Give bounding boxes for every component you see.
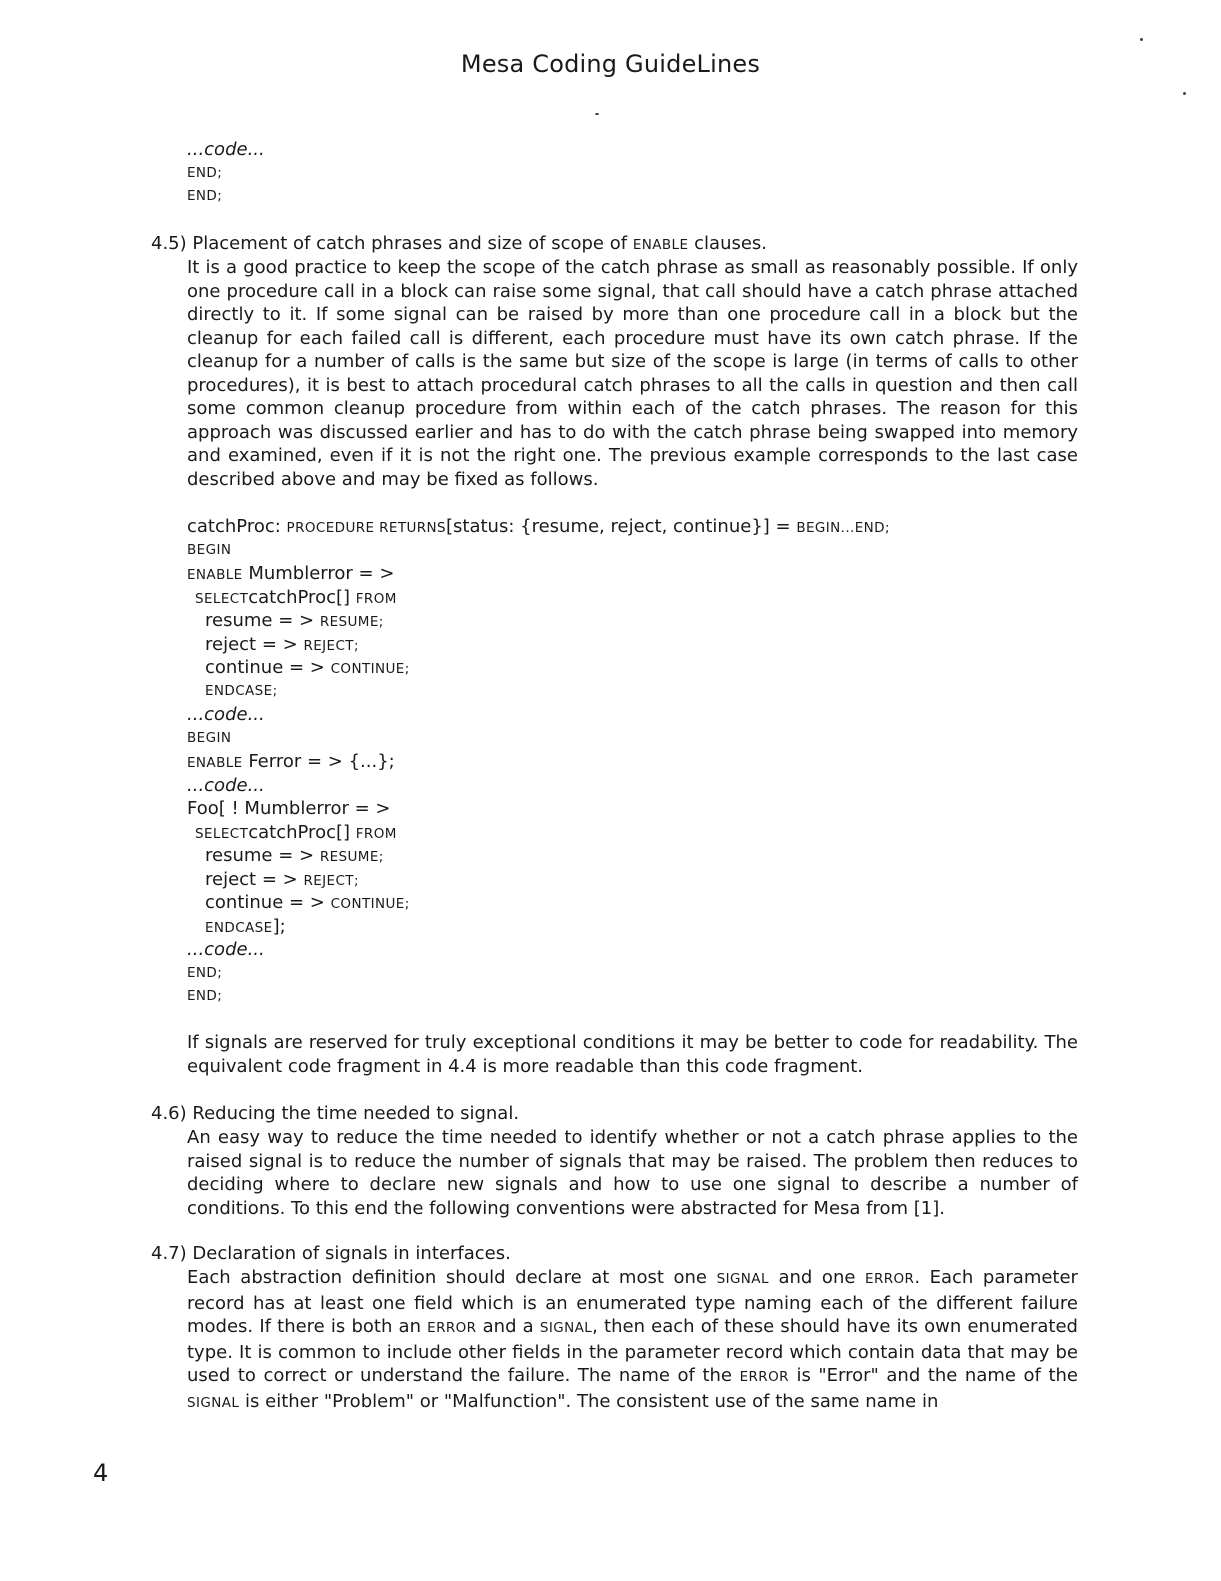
heading-keyword: ENABLE: [632, 237, 689, 253]
code-line-arm: [187, 891, 890, 915]
code-keyword: RESUME;: [319, 849, 384, 865]
signal-keyword: SIGNAL: [539, 1320, 593, 1336]
code-text: catchProc[]: [248, 821, 351, 843]
code-placeholder: ...code...: [187, 704, 265, 725]
code-keyword: REJECT;: [303, 872, 359, 889]
code-text: Mumblerror = >: [248, 563, 395, 584]
code-keyword: PROCEDURE RETURNS: [286, 520, 447, 536]
code-line-call: Foo[ ! Mumblerror = >: [187, 798, 391, 819]
code-keyword: BEGIN...END;: [796, 520, 890, 536]
code-keyword-line: BEGIN: [187, 729, 232, 746]
paragraph-text: is either "Problem" or "Malfunction". The consistent use of the same name in: [245, 1390, 939, 1412]
code-placeholder: ...code...: [187, 139, 265, 160]
code-keyword: ENABLE: [187, 755, 243, 771]
section-4-6-paragraph: An easy way to reduce the time needed to identify whether or not a catch phrase applies to the raised signal is to reduce the number of signals that may be raised. The problem then reduces to deciding where to declare new signals and how to use one signal to describe a number of conditions. To this end the following conventions were abstracted for Mesa from [1].: [187, 1127, 1078, 1219]
code-keyword-line: BEGIN: [187, 541, 232, 558]
code-text: reject = >: [205, 868, 298, 890]
code-text: continue = >: [205, 657, 325, 678]
code-keyword: SELECT: [195, 825, 249, 842]
code-line-select: [187, 586, 890, 610]
code-keyword: CONTINUE;: [330, 896, 410, 912]
top-code-fragment: [187, 138, 265, 209]
section-4-5-heading: [151, 232, 767, 256]
code-line-arm: [187, 609, 890, 633]
paragraph-text: . Each parameter record has at least one field which is an enumerated type naming each of the different failure modes. If there is both an: [187, 1267, 1078, 1337]
error-keyword: ERROR: [739, 1369, 789, 1385]
section-number: 4.5): [151, 233, 187, 254]
scan-speck: [595, 113, 599, 115]
code-text: resume = >: [205, 845, 315, 866]
code-keyword-line: END;: [187, 988, 223, 1004]
signal-keyword: SIGNAL: [187, 1394, 240, 1411]
section-4-7-paragraph: [187, 1266, 1078, 1415]
catch-proc-example-code: [187, 515, 890, 1009]
scan-speck: [1140, 38, 1143, 41]
code-line-arm: [187, 633, 890, 657]
code-keyword-line: END;: [187, 964, 223, 981]
code-text: resume = >: [205, 610, 315, 631]
error-keyword: ERROR: [865, 1271, 915, 1287]
code-keyword: ENDCASE: [205, 919, 273, 936]
code-line-enable: [187, 562, 890, 586]
code-end-keyword: END;: [187, 164, 223, 181]
paragraph-text: and one: [778, 1267, 856, 1288]
section-number: 4.6): [151, 1103, 187, 1124]
scan-speck: [1183, 92, 1186, 95]
signal-keyword: SIGNAL: [716, 1271, 769, 1287]
code-keyword-line: ENDCASE;: [205, 682, 278, 699]
code-identifier: catchProc:: [187, 516, 281, 537]
code-keyword: CONTINUE;: [330, 661, 410, 677]
code-text: catchProc[]: [248, 586, 351, 608]
code-line-arm: [187, 656, 890, 680]
heading-text: Declaration of signals in interfaces.: [192, 1243, 511, 1264]
readability-paragraph: If signals are reserved for truly exceptional conditions it may be better to code for readability. The equivalent code fragment in 4.4 is more readable than this code fragment.: [187, 1032, 1078, 1077]
code-line-declaration: [187, 515, 890, 539]
paragraph-text: Each abstraction definition should declare at most one: [187, 1267, 707, 1288]
code-line-arm: [187, 844, 890, 868]
paragraph-text: and a: [482, 1316, 534, 1337]
code-line-arm: [187, 868, 890, 892]
code-keyword: FROM: [355, 590, 397, 607]
section-number: 4.7): [151, 1243, 187, 1264]
section-4-7-heading: [151, 1242, 511, 1266]
page-title: Mesa Coding GuideLines: [460, 50, 761, 78]
section-4-6-heading: [151, 1102, 519, 1126]
code-placeholder: ...code...: [187, 774, 265, 796]
code-text: Ferror = > {...};: [248, 751, 395, 772]
heading-text: clauses.: [694, 233, 768, 254]
code-keyword: SELECT: [195, 590, 249, 607]
code-keyword: REJECT;: [303, 637, 359, 654]
paragraph-text: , then each of these should have its own enumerated type. It is common to include other fields in the parameter record which contain data that may be used to correct or understand the failure. The name of the: [187, 1316, 1078, 1386]
code-end-keyword: END;: [187, 188, 223, 204]
code-keyword: RESUME;: [319, 614, 384, 630]
heading-text: Reducing the time needed to signal.: [192, 1103, 520, 1124]
code-text: reject = >: [205, 633, 298, 655]
code-text: continue = >: [205, 892, 325, 913]
code-line-endcase: [187, 915, 890, 939]
code-keyword: FROM: [355, 825, 397, 842]
code-text: ];: [272, 915, 286, 937]
code-line-select: [187, 821, 890, 845]
page-number: 4: [93, 1459, 109, 1487]
paragraph-text: is "Error" and the name of the: [796, 1365, 1078, 1386]
code-placeholder: ...code...: [187, 939, 265, 960]
section-4-5-paragraph: It is a good practice to keep the scope of the catch phrase as small as reasonably possible. If only one procedure call in a block can raise some signal, that call should have a catch phrase attached directly to it. If some signal can be raised by more than one procedure call in a block but the cleanup for each failed call is different, each procedure must have its own catch phrase. If the cleanup for a number of calls is the same but size of the scope is large (in terms of calls to other procedures), it is best to attach procedural catch phrases to all the calls in question and then call some common cleanup procedure from within each of the catch phrases. The reason for this approach was discussed earlier and has to do with the catch phrase being swapped into memory and examined, even if it is not the right one. The previous example corresponds to the last case described above and may be fixed as follows.: [187, 257, 1078, 490]
code-text: [status: {resume, reject, continue}] =: [446, 516, 791, 537]
error-keyword: ERROR: [427, 1320, 477, 1336]
heading-text: Placement of catch phrases and size of scope of: [192, 233, 628, 254]
code-keyword: ENABLE: [187, 567, 243, 583]
code-line-enable: [187, 750, 890, 774]
